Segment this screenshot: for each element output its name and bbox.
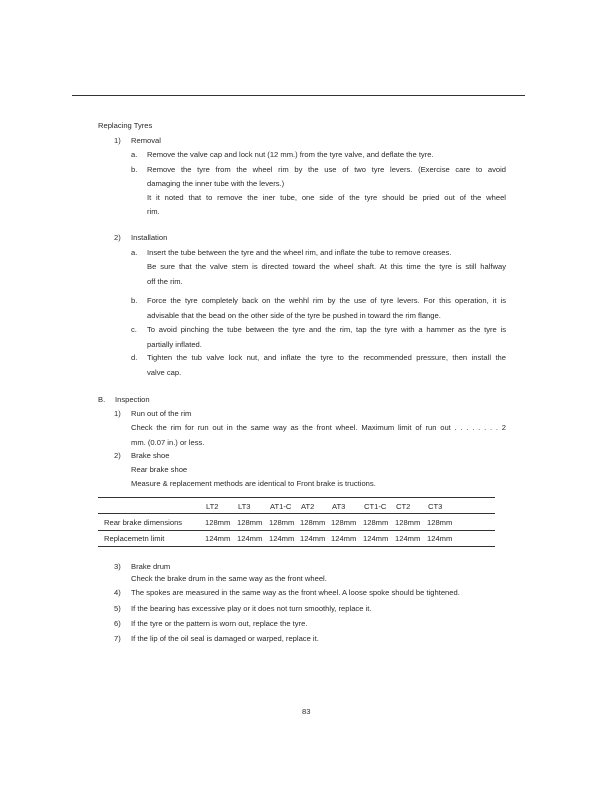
- step-number: 1): [114, 409, 121, 418]
- table-rule: [98, 497, 495, 498]
- step-title: Brake shoe: [131, 451, 170, 460]
- item-text: It it noted that to remove the iner tube, one side of the tyre should be pried out of the wheel: [147, 193, 506, 202]
- section-heading: Inspection: [115, 395, 150, 404]
- step-number: 5): [114, 604, 121, 613]
- table-cell: 128mm: [269, 518, 295, 527]
- item-text: advisable that the bead on the other side of the tyre be pushed in toward the rim flange.: [147, 311, 441, 320]
- table-rule: [98, 546, 495, 547]
- table-cell: 124mm: [300, 534, 326, 543]
- item-text: off the rim.: [147, 277, 183, 286]
- table-cell: 124mm: [269, 534, 295, 543]
- table-header-cell: LT3: [238, 502, 251, 511]
- table-header-cell: LT2: [206, 502, 219, 511]
- table-cell: 128mm: [363, 518, 389, 527]
- section-label: B.: [98, 395, 106, 404]
- item-text: Be sure that the valve stem is directed toward the wheel shaft. At this time the tyre is still halfway: [147, 262, 506, 271]
- item-label: b.: [131, 296, 138, 305]
- row-label: Rear brake dimensions: [104, 518, 183, 527]
- item-text: rim.: [147, 207, 160, 216]
- step-number: 7): [114, 634, 121, 643]
- step-text: The spokes are measured in the same way as the front wheel. A loose spoke should be tightened.: [131, 588, 460, 597]
- step-number: 6): [114, 619, 121, 628]
- item-label: c.: [131, 325, 137, 334]
- step-text: Rear brake shoe: [131, 465, 188, 474]
- item-text: Force the tyre completely back on the wehhl rim by the use of tyre levers. For this operation, it is: [147, 296, 506, 305]
- table-cell: 128mm: [427, 518, 453, 527]
- table-cell: 124mm: [205, 534, 231, 543]
- table-cell: 124mm: [427, 534, 453, 543]
- table-header-cell: AT2: [301, 502, 315, 511]
- step-text: Measure & replacement methods are identical to Front brake is tructions.: [131, 479, 376, 488]
- table-header-cell: CT3: [428, 502, 443, 511]
- item-text: damaging the inner tube with the levers.): [147, 179, 285, 188]
- table-rule: [98, 530, 495, 531]
- table-cell: 124mm: [395, 534, 421, 543]
- item-text: To avoid pinching the tube between the tyre and the rim, tap the tyre with a hammer as the tyre is: [147, 325, 506, 334]
- step-title: Run out of the rim: [131, 409, 192, 418]
- section-title: Replacing Tyres: [98, 121, 153, 130]
- step-text: mm. (0.07 in.) or less.: [131, 438, 205, 447]
- item-label: b.: [131, 165, 138, 174]
- step-text: If the bearing has excessive play or it does not turn smoothly, replace it.: [131, 604, 372, 613]
- table-cell: 128mm: [205, 518, 231, 527]
- step-number: 2): [114, 233, 121, 242]
- step-number: 3): [114, 562, 121, 571]
- table-cell: 128mm: [395, 518, 421, 527]
- page-number: 83: [302, 707, 311, 716]
- item-text: partially inflated.: [147, 340, 202, 349]
- step-number: 1): [114, 136, 121, 145]
- step-text: If the lip of the oil seal is damaged or warped, replace it.: [131, 634, 319, 643]
- table-header-cell: CT2: [396, 502, 411, 511]
- item-text: Remove the tyre from the wheel rim by the use of two tyre levers. (Exercise care to avoid: [147, 165, 506, 174]
- step-text: Check the rim for run out in the same way as the front wheel. Maximum limit of run out . . . . . . . . 2: [131, 423, 506, 432]
- table-cell: 128mm: [237, 518, 263, 527]
- table-header-cell: AT1-C: [270, 502, 292, 511]
- item-label: a.: [131, 248, 138, 257]
- item-text: Tighten the tub valve lock nut, and inflate the tyre to the recommended pressure, then install the: [147, 353, 506, 362]
- item-label: d.: [131, 353, 138, 362]
- table-cell: 124mm: [237, 534, 263, 543]
- item-text: Insert the tube between the tyre and the wheel rim, and inflate the tube to remove creases.: [147, 248, 452, 257]
- table-cell: 128mm: [300, 518, 326, 527]
- table-header-cell: AT3: [332, 502, 346, 511]
- table-cell: 128mm: [331, 518, 357, 527]
- step-text: Brake drum: [131, 562, 171, 571]
- step-title: Installation: [131, 233, 168, 242]
- table-rule: [98, 513, 495, 514]
- table-cell: 124mm: [363, 534, 389, 543]
- item-text: valve cap.: [147, 368, 182, 377]
- step-title: Removal: [131, 136, 161, 145]
- step-number: 2): [114, 451, 121, 460]
- table-cell: 124mm: [331, 534, 357, 543]
- table-header-cell: CT1-C: [364, 502, 387, 511]
- item-text: Remove the valve cap and lock nut (12 mm.) from the tyre valve, and deflate the tyre.: [147, 150, 434, 159]
- item-label: a.: [131, 150, 138, 159]
- step-number: 4): [114, 588, 121, 597]
- step-text: Check the brake drum in the same way as the front wheel.: [131, 574, 327, 583]
- step-text: If the tyre or the pattern is worn out, replace the tyre.: [131, 619, 308, 628]
- row-label: Replacemetn limit: [104, 534, 165, 543]
- header-rule: [72, 95, 525, 96]
